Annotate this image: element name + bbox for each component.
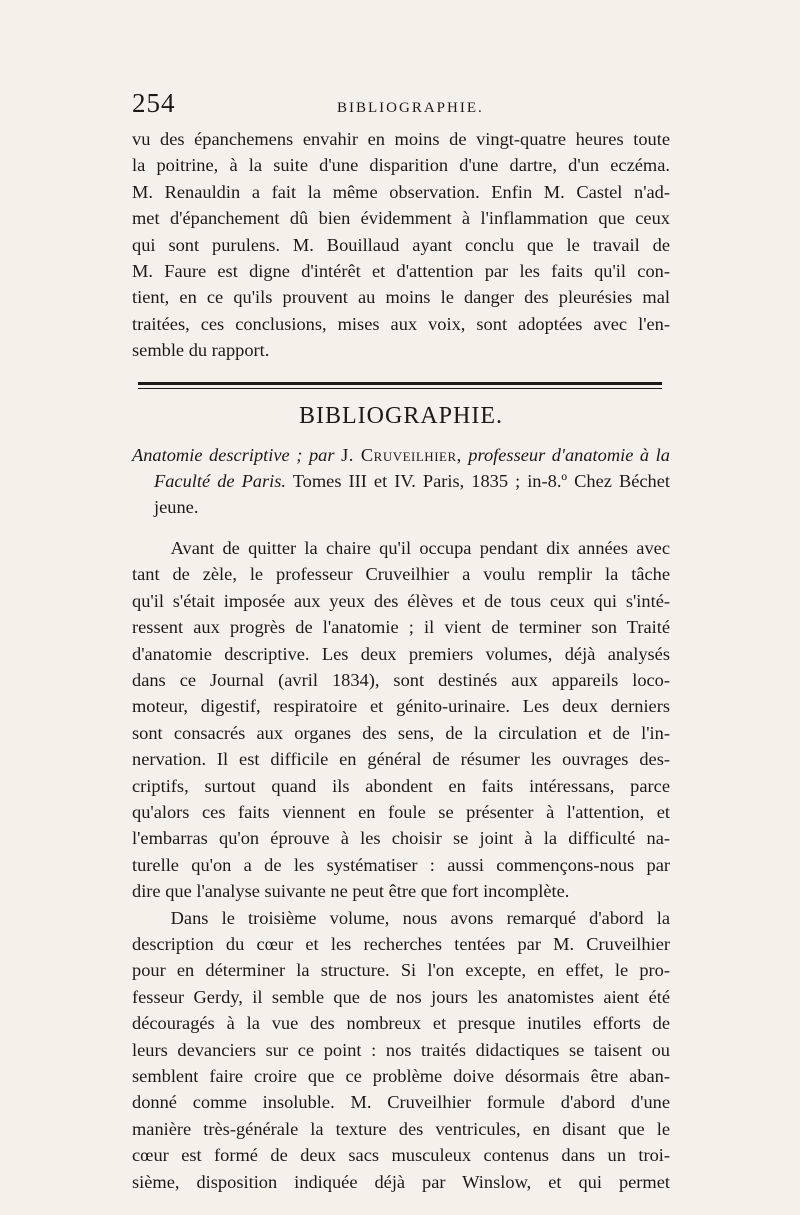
text-line: pour en déterminer la structure. Si l'on excepte, en effet, le pro-	[132, 960, 670, 981]
section-divider	[138, 382, 662, 389]
text-line: cœur est formé de deux sacs musculeux contenus dans un troi-	[132, 1145, 670, 1166]
entry-details: Tomes III et IV. Paris, 1835 ; in-8.º Chez Béchet jeune.	[154, 471, 671, 518]
entry-author: J. Cruveilhier,	[341, 444, 462, 465]
text-line: met d'épanchement dû bien évidemment à l'inflammation que ceux	[132, 208, 670, 229]
text-line: dans ce Journal (avril 1834), sont destinés aux appareils loco-	[132, 669, 670, 690]
text-line: ressent aux progrès de l'anatomie ; il vient de terminer son Traité	[132, 617, 670, 638]
text-line: tant de zèle, le professeur Cruveilhier a voulu remplir la tâche	[132, 564, 670, 585]
divider-thick-rule	[138, 382, 662, 385]
text-line: découragés à la vue des nombreux et presque inutiles efforts de	[132, 1013, 670, 1034]
text-line: M. Renauldin a fait la même observation. Enfin M. Castel n'ad-	[132, 181, 670, 202]
text-line: semblent faire croire que ce problème doive désormais être aban-	[132, 1066, 670, 1086]
text-line: Avant de quitter la chaire qu'il occupa pendant dix années avec	[170, 537, 670, 558]
divider-thin-rule	[138, 388, 662, 389]
bibliographic-entry	[132, 442, 670, 521]
page-number: 254	[132, 88, 176, 118]
text-line: description du cœur et les recherches tentées par M. Cruveilhier	[132, 933, 670, 954]
continued-text	[132, 126, 670, 364]
entry-author-role: professeur d'anatomie à la Faculté de Paris.	[154, 444, 670, 492]
section-title: BIBLIOGRAPHIE.	[299, 402, 503, 429]
text-line: nervation. Il est difficile en général de résumer les ouvrages des-	[132, 749, 670, 770]
text-line: tient, en ce qu'ils prouvent au moins le danger des pleurésies mal	[132, 287, 670, 308]
text-line: Dans le troisième volume, nous avons remarqué d'abord la	[170, 907, 670, 928]
text-line: criptifs, surtout quand ils abondent en faits intéressans, parce	[132, 775, 670, 796]
entry-by: ; par	[296, 444, 335, 465]
work-title: Anatomie descriptive	[132, 444, 290, 465]
text-line: qui sont purulens. M. Bouillaud ayant conclu que le travail de	[132, 234, 670, 255]
text-line: M. Faure est digne d'intérêt et d'attention par les faits qu'il con-	[132, 261, 670, 282]
text-line: moteur, digestif, respiratoire et génito-urinaire. Les deux derniers	[132, 696, 670, 717]
paragraph-1	[132, 535, 670, 905]
text-line: qu'il s'était imposée aux yeux des élèves et de tous ceux qui s'inté-	[132, 590, 670, 611]
text-line: l'embarras qu'on éprouve à les choisir se joint à la difficulté na-	[132, 828, 670, 849]
text-line: la poitrine, à la suite d'une disparition d'une dartre, d'un eczéma.	[132, 155, 670, 176]
text-line: traitées, ces conclusions, mises aux voix, sont adoptées avec l'en-	[132, 313, 670, 334]
text-line: dire que l'analyse suivante ne peut être que fort incomplète.	[132, 881, 570, 902]
text-line: fesseur Gerdy, il semble que de nos jours les anatomistes aient été	[132, 986, 670, 1007]
text-line: vu des épanchemens envahir en moins de vingt-quatre heures toute	[132, 129, 670, 149]
running-head-title: BIBLIOGRAPHIE.	[337, 100, 484, 116]
text-line: d'anatomie descriptive. Les deux premiers volumes, déjà analysés	[132, 643, 670, 664]
text-line: manière très-générale la texture des ventricules, en disant que le	[132, 1118, 670, 1139]
text-line: sont consacrés aux organes des sens, de la circulation et de l'in-	[132, 722, 670, 743]
text-line: qu'alors ces faits viennent en foule se présenter à l'attention, et	[132, 801, 670, 822]
running-head	[132, 88, 670, 122]
text-line: turelle qu'on a de les systématiser : aussi commençons-nous par	[132, 854, 670, 875]
paragraph-2	[132, 905, 670, 1195]
text-line: semble du rapport.	[132, 340, 270, 361]
text-line: leurs devanciers sur ce point : nos traités didactiques se taisent ou	[132, 1039, 670, 1060]
text-line: sième, disposition indiquée déjà par Winslow, et qui permet	[132, 1171, 670, 1192]
text-line: donné comme insoluble. M. Cruveilhier formule d'abord d'une	[132, 1092, 670, 1113]
